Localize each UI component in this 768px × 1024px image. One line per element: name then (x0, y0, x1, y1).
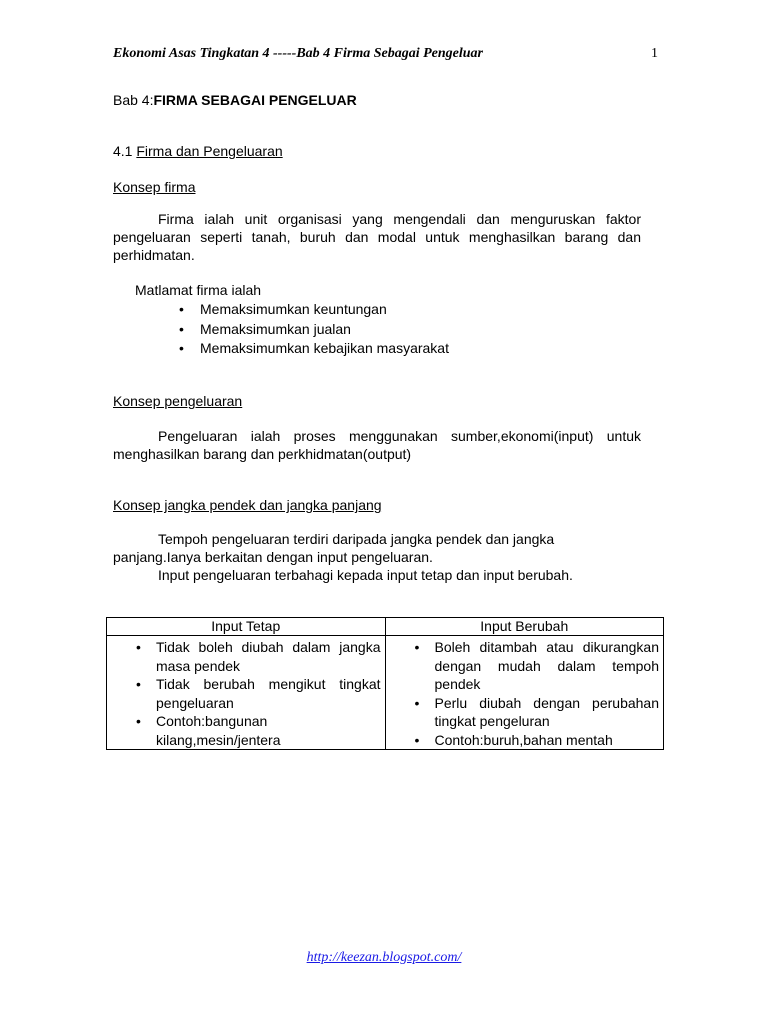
goals-list (172, 300, 572, 359)
list-item: • Memaksimumkan kebajikan masyarakat (172, 339, 572, 359)
chapter-title: FIRMA SEBAGAI PENGELUAR (153, 92, 357, 108)
section-title: Firma dan Pengeluaran (136, 143, 283, 159)
running-header (113, 46, 658, 62)
table-row (107, 636, 664, 750)
goals-intro: Matlamat firma ialah (135, 282, 262, 298)
konsep-jangka-paragraph-2: Input pengeluaran terbahagi kepada input tetap dan input berubah. (158, 567, 573, 583)
cell-input-tetap (107, 636, 386, 750)
list-item: • Contoh:bangunan kilang,mesin/jentera (111, 712, 381, 749)
running-title: Ekonomi Asas Tingkatan 4 -----Bab 4 Firma Sebagai Pengeluar (113, 46, 483, 61)
header-input-berubah: Input Berubah (385, 618, 664, 636)
konsep-pengeluaran-heading: Konsep pengeluaran (113, 393, 243, 409)
konsep-firma-paragraph: Firma ialah unit organisasi yang mengendali dan menguruskan faktor pengeluaran seperti tanah, buruh dan modal untuk menghasilkan barang dan perhidmatan. (113, 211, 641, 263)
header-input-tetap: Input Tetap (107, 618, 386, 636)
konsep-jangka-paragraph-1: Tempoh pengeluaran terdiri daripada jangka pendek dan jangka panjang.Ianya berkaitan dengan input pengeluaran. (113, 531, 555, 565)
footer-link[interactable]: http://keezan.blogspot.com/ (306, 950, 462, 965)
table-header-row (107, 618, 664, 636)
list-item: • Contoh:buruh,bahan mentah (390, 731, 660, 750)
list-item: • Tidak boleh diubah dalam jangka masa pendek (111, 638, 381, 675)
konsep-pengeluaran-paragraph: Pengeluaran ialah proses menggunakan sumber,ekonomi(input) untuk menghasilkan barang dan perkhidmatan(output) (113, 428, 641, 462)
list-item: • Tidak berubah mengikut tingkat pengeluaran (111, 675, 381, 712)
section-number: 4.1 (113, 143, 133, 159)
list-item: • Boleh ditambah atau dikurangkan dengan mudah dalam tempoh pendek (390, 638, 660, 694)
chapter-heading (113, 91, 357, 109)
list-item: • Memaksimumkan keuntungan (172, 300, 572, 320)
input-table (106, 617, 664, 750)
chapter-prefix: Bab 4: (113, 92, 154, 108)
konsep-jangka-heading: Konsep jangka pendek dan jangka panjang (113, 497, 382, 513)
section-heading (113, 142, 283, 160)
page-number: 1 (651, 46, 658, 61)
cell-input-berubah (385, 636, 664, 750)
konsep-firma-heading: Konsep firma (113, 179, 196, 195)
list-item: • Perlu diubah dengan perubahan tingkat pengeluran (390, 694, 660, 731)
list-item: • Memaksimumkan jualan (172, 320, 572, 340)
